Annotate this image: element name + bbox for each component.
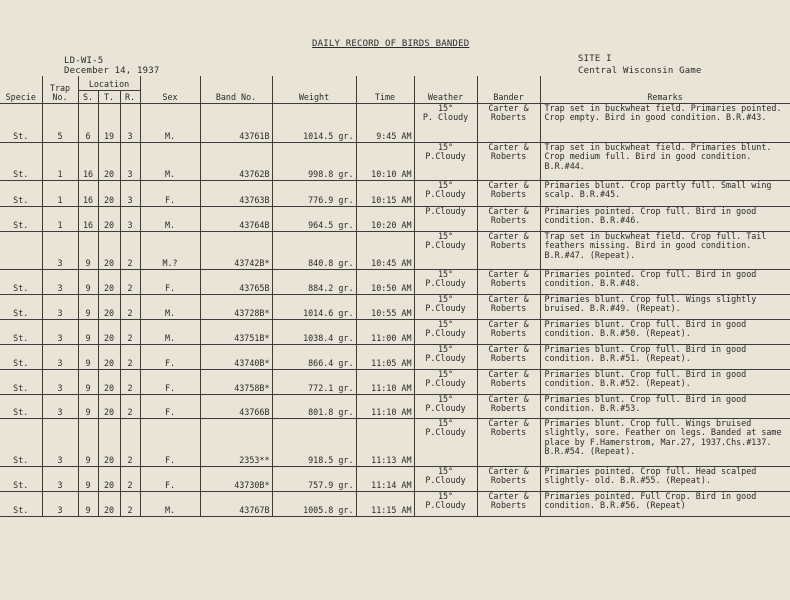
bander-name: Carter &: [488, 269, 529, 279]
cell-species: St.: [0, 344, 42, 369]
cell-remarks: Primaries blunt. Crop full. Bird in good condition. B.R.#50. (Repeat).: [540, 319, 790, 344]
cell-r: 2: [120, 491, 140, 516]
cell-band: 43761B: [200, 103, 272, 142]
cell-weather: [414, 142, 477, 180]
table-body: [0, 103, 790, 516]
cell-trap: 3: [42, 466, 78, 491]
weather-temp: 15°: [437, 466, 454, 476]
cell-trap: 3: [42, 418, 78, 466]
table-row: [0, 206, 790, 231]
cell-band: 43751B*: [200, 319, 272, 344]
cell-r: 3: [120, 103, 140, 142]
weather-cond: P.Cloudy: [425, 206, 466, 216]
table-row: [0, 466, 790, 491]
cell-sex: M.?: [140, 231, 200, 269]
bander-name: Roberts: [490, 427, 527, 437]
cell-s: 9: [78, 491, 98, 516]
cell-band: 43742B*: [200, 231, 272, 269]
cell-species: [0, 231, 42, 269]
col-sex: Sex: [140, 76, 200, 103]
cell-weight: 1005.8 gr.: [272, 491, 356, 516]
cell-trap: 3: [42, 394, 78, 418]
weather-cond: P. Cloudy: [422, 112, 469, 122]
weather-temp: 15°: [437, 103, 454, 113]
table-row: [0, 180, 790, 206]
weather-cond: P.Cloudy: [425, 303, 466, 313]
cell-band: 43763B: [200, 180, 272, 206]
cell-time: 11:10 AM: [356, 369, 414, 394]
weather-temp: 15°: [437, 491, 454, 501]
cell-species: St.: [0, 394, 42, 418]
cell-weather: [414, 491, 477, 516]
cell-t: 20: [98, 319, 120, 344]
col-band: Band No.: [200, 76, 272, 103]
bander-name: Carter &: [488, 142, 529, 152]
page-title: DAILY RECORD OF BIRDS BANDED: [312, 39, 470, 49]
cell-s: 9: [78, 394, 98, 418]
cell-t: 20: [98, 142, 120, 180]
weather-temp: 15°: [437, 231, 454, 241]
weather-cond: P.Cloudy: [425, 427, 466, 437]
bander-name: Carter &: [488, 394, 529, 404]
cell-sex: F.: [140, 369, 200, 394]
bander-name: Carter &: [488, 294, 529, 304]
cell-bander: [477, 103, 540, 142]
bander-name: Carter &: [488, 206, 529, 216]
cell-band: 2353**: [200, 418, 272, 466]
cell-bander: [477, 142, 540, 180]
cell-species: St.: [0, 319, 42, 344]
table-row: [0, 231, 790, 269]
cell-bander: [477, 319, 540, 344]
cell-bander: [477, 394, 540, 418]
bander-name: Roberts: [490, 215, 527, 225]
cell-s: 9: [78, 294, 98, 319]
cell-remarks: Primaries pointed. Crop full. Bird in good condition. B.R.#48.: [540, 269, 790, 294]
cell-sex: F.: [140, 180, 200, 206]
weather-temp: 15°: [437, 394, 454, 404]
bander-name: Roberts: [490, 378, 527, 388]
cell-remarks: Primaries blunt. Crop full. Bird in good condition. B.R.#51. (Repeat).: [540, 344, 790, 369]
cell-species: St.: [0, 418, 42, 466]
cell-weather: [414, 269, 477, 294]
cell-r: 3: [120, 206, 140, 231]
cell-bander: [477, 418, 540, 466]
cell-weather: [414, 180, 477, 206]
col-bander: Bander: [477, 76, 540, 103]
site-area: Central Wisconsin Game: [578, 66, 702, 76]
table-row: [0, 294, 790, 319]
cell-t: 20: [98, 418, 120, 466]
site-label: SITE I: [578, 54, 612, 64]
cell-weight: 1014.5 gr.: [272, 103, 356, 142]
cell-trap: 1: [42, 142, 78, 180]
cell-s: 9: [78, 466, 98, 491]
col-location: Location: [78, 76, 140, 90]
cell-band: 43765B: [200, 269, 272, 294]
cell-trap: 3: [42, 319, 78, 344]
cell-remarks: Primaries blunt. Crop full. Bird in good condition. B.R.#53.: [540, 394, 790, 418]
cell-sex: F.: [140, 269, 200, 294]
bander-name: Roberts: [490, 475, 527, 485]
cell-weather: [414, 103, 477, 142]
col-weight: Weight: [272, 76, 356, 103]
cell-t: 20: [98, 231, 120, 269]
cell-bander: [477, 180, 540, 206]
cell-r: 2: [120, 418, 140, 466]
col-trap: Trap No.: [42, 76, 78, 103]
table-row: [0, 319, 790, 344]
cell-weight: 918.5 gr.: [272, 418, 356, 466]
bander-name: Carter &: [488, 344, 529, 354]
cell-time: 11:15 AM: [356, 491, 414, 516]
table-row: [0, 369, 790, 394]
bander-name: Roberts: [490, 240, 527, 250]
cell-weight: 801.8 gr.: [272, 394, 356, 418]
weather-temp: 15°: [437, 369, 454, 379]
cell-r: 2: [120, 369, 140, 394]
cell-weight: 776.9 gr.: [272, 180, 356, 206]
bander-name: Roberts: [490, 151, 527, 161]
cell-sex: M.: [140, 142, 200, 180]
cell-band: 43764B: [200, 206, 272, 231]
cell-r: 2: [120, 319, 140, 344]
cell-time: 10:15 AM: [356, 180, 414, 206]
bander-name: Roberts: [490, 112, 527, 122]
cell-remarks: Primaries pointed. Full Crop. Bird in good condition. B.R.#56. (Repeat): [540, 491, 790, 516]
cell-bander: [477, 206, 540, 231]
weather-temp: 15°: [437, 319, 454, 329]
cell-weight: 757.9 gr.: [272, 466, 356, 491]
cell-remarks: Primaries blunt. Crop full. Wings slightly bruised. B.R.#49. (Repeat).: [540, 294, 790, 319]
cell-time: 10:55 AM: [356, 294, 414, 319]
cell-weather: [414, 319, 477, 344]
weather-temp: 15°: [437, 142, 454, 152]
record-code: LD-WI-5: [64, 56, 104, 66]
cell-t: 20: [98, 206, 120, 231]
cell-remarks: Primaries blunt. Crop full. Bird in good condition. B.R.#52. (Repeat).: [540, 369, 790, 394]
col-species: Specie: [0, 76, 42, 103]
cell-time: 11:05 AM: [356, 344, 414, 369]
cell-r: 2: [120, 231, 140, 269]
cell-species: St.: [0, 369, 42, 394]
table-row: [0, 394, 790, 418]
weather-cond: P.Cloudy: [425, 475, 466, 485]
cell-s: 16: [78, 206, 98, 231]
cell-weather: [414, 294, 477, 319]
cell-species: St.: [0, 466, 42, 491]
cell-t: 20: [98, 180, 120, 206]
bander-name: Roberts: [490, 403, 527, 413]
cell-t: 20: [98, 491, 120, 516]
cell-band: 43730B*: [200, 466, 272, 491]
cell-sex: M.: [140, 103, 200, 142]
col-loc-t: T.: [98, 90, 120, 103]
cell-weight: 998.8 gr.: [272, 142, 356, 180]
weather-temp: 15°: [437, 418, 454, 428]
cell-remarks: Primaries pointed. Crop full. Head scalped slightly- old. B.R.#55. (Repeat).: [540, 466, 790, 491]
cell-weight: 1014.6 gr.: [272, 294, 356, 319]
cell-time: 11:10 AM: [356, 394, 414, 418]
cell-weather: [414, 466, 477, 491]
cell-t: 20: [98, 344, 120, 369]
cell-weather: [414, 394, 477, 418]
cell-time: 10:45 AM: [356, 231, 414, 269]
cell-trap: 3: [42, 294, 78, 319]
cell-bander: [477, 294, 540, 319]
cell-sex: F.: [140, 466, 200, 491]
cell-weather: [414, 369, 477, 394]
bander-name: Roberts: [490, 278, 527, 288]
cell-band: 43762B: [200, 142, 272, 180]
cell-weight: 772.1 gr.: [272, 369, 356, 394]
cell-sex: F.: [140, 344, 200, 369]
cell-species: St.: [0, 103, 42, 142]
cell-remarks: Trap set in buckwheat field. Primaries pointed. Crop empty. Bird in good condition. B.R.#43.: [540, 103, 790, 142]
cell-remarks: Primaries pointed. Crop full. Bird in good condition. B.R.#46.: [540, 206, 790, 231]
cell-weather: [414, 418, 477, 466]
cell-time: 10:20 AM: [356, 206, 414, 231]
cell-t: 20: [98, 369, 120, 394]
cell-r: 2: [120, 344, 140, 369]
cell-trap: 3: [42, 231, 78, 269]
bander-name: Carter &: [488, 103, 529, 113]
cell-trap: 3: [42, 269, 78, 294]
cell-bander: [477, 369, 540, 394]
cell-band: 43740B*: [200, 344, 272, 369]
cell-time: 11:00 AM: [356, 319, 414, 344]
cell-bander: [477, 491, 540, 516]
cell-s: 9: [78, 344, 98, 369]
record-date: December 14, 1937: [64, 66, 160, 76]
weather-cond: P.Cloudy: [425, 378, 466, 388]
cell-r: 2: [120, 466, 140, 491]
cell-bander: [477, 231, 540, 269]
cell-band: 43758B*: [200, 369, 272, 394]
bander-name: Roberts: [490, 500, 527, 510]
weather-cond: P.Cloudy: [425, 240, 466, 250]
table-row: [0, 344, 790, 369]
cell-bander: [477, 466, 540, 491]
cell-s: 9: [78, 369, 98, 394]
cell-sex: M.: [140, 294, 200, 319]
cell-remarks: Trap set in buckwheat field. Primaries blunt. Crop medium full. Bird in good condition. B.R.#44.: [540, 142, 790, 180]
cell-sex: M.: [140, 206, 200, 231]
bander-name: Carter &: [488, 491, 529, 501]
bander-name: Roberts: [490, 353, 527, 363]
cell-s: 9: [78, 269, 98, 294]
col-time: Time: [356, 76, 414, 103]
bander-name: Roberts: [490, 328, 527, 338]
cell-r: 2: [120, 294, 140, 319]
cell-band: 43767B: [200, 491, 272, 516]
cell-species: St.: [0, 491, 42, 516]
bander-name: Carter &: [488, 369, 529, 379]
cell-species: St.: [0, 294, 42, 319]
col-weather: Weather: [414, 76, 477, 103]
col-remarks: Remarks: [540, 76, 790, 103]
cell-weight: 840.8 gr.: [272, 231, 356, 269]
cell-s: 9: [78, 231, 98, 269]
cell-species: St.: [0, 180, 42, 206]
table-row: [0, 491, 790, 516]
cell-t: 20: [98, 394, 120, 418]
cell-weight: 964.5 gr.: [272, 206, 356, 231]
cell-t: 20: [98, 294, 120, 319]
cell-band: 43766B: [200, 394, 272, 418]
cell-species: St.: [0, 206, 42, 231]
cell-trap: 3: [42, 344, 78, 369]
cell-t: 20: [98, 466, 120, 491]
cell-trap: 1: [42, 206, 78, 231]
weather-cond: P.Cloudy: [425, 278, 466, 288]
table-row: [0, 269, 790, 294]
weather-cond: P.Cloudy: [425, 353, 466, 363]
cell-species: St.: [0, 269, 42, 294]
bander-name: Carter &: [488, 466, 529, 476]
cell-sex: M.: [140, 319, 200, 344]
table-row: [0, 142, 790, 180]
cell-weight: 884.2 gr.: [272, 269, 356, 294]
weather-cond: P.Cloudy: [425, 189, 466, 199]
cell-r: 3: [120, 142, 140, 180]
cell-remarks: Primaries blunt. Crop partly full. Small wing scalp. B.R.#45.: [540, 180, 790, 206]
table-row: [0, 418, 790, 466]
weather-temp: 15°: [437, 269, 454, 279]
cell-time: 10:10 AM: [356, 142, 414, 180]
cell-trap: 5: [42, 103, 78, 142]
cell-time: 11:13 AM: [356, 418, 414, 466]
cell-time: 9:45 AM: [356, 103, 414, 142]
bander-name: Carter &: [488, 180, 529, 190]
col-loc-s: S.: [78, 90, 98, 103]
cell-remarks: Primaries blunt. Crop full. Wings bruised slightly, sore. Feather on legs. Banded at same place by F.Hamerstrom, Mar.27, 1937.Chs.#137. B.R.#54. (Repeat).: [540, 418, 790, 466]
weather-cond: P.Cloudy: [425, 403, 466, 413]
cell-bander: [477, 344, 540, 369]
table-row: [0, 103, 790, 142]
weather-cond: P.Cloudy: [425, 500, 466, 510]
cell-weather: [414, 206, 477, 231]
bander-name: Roberts: [490, 303, 527, 313]
cell-time: 10:50 AM: [356, 269, 414, 294]
bander-name: Carter &: [488, 319, 529, 329]
cell-sex: F.: [140, 418, 200, 466]
cell-trap: 3: [42, 369, 78, 394]
cell-r: 3: [120, 180, 140, 206]
cell-species: St.: [0, 142, 42, 180]
cell-r: 2: [120, 269, 140, 294]
cell-s: 9: [78, 319, 98, 344]
bander-name: Roberts: [490, 189, 527, 199]
cell-r: 2: [120, 394, 140, 418]
cell-t: 19: [98, 103, 120, 142]
bander-name: Carter &: [488, 231, 529, 241]
cell-weight: 866.4 gr.: [272, 344, 356, 369]
cell-s: 16: [78, 180, 98, 206]
cell-weight: 1038.4 gr.: [272, 319, 356, 344]
cell-t: 20: [98, 269, 120, 294]
cell-sex: M.: [140, 491, 200, 516]
cell-time: 11:14 AM: [356, 466, 414, 491]
cell-trap: 1: [42, 180, 78, 206]
banding-table: [0, 76, 790, 517]
cell-remarks: Trap set in buckwheat field. Crop full. Tail feathers missing. Bird in good condition. B.R.#47. (Repeat).: [540, 231, 790, 269]
col-loc-r: R.: [120, 90, 140, 103]
cell-weather: [414, 344, 477, 369]
cell-band: 43728B*: [200, 294, 272, 319]
cell-trap: 3: [42, 491, 78, 516]
cell-bander: [477, 269, 540, 294]
weather-temp: 15°: [437, 294, 454, 304]
weather-temp: 15°: [437, 180, 454, 190]
bander-name: Carter &: [488, 418, 529, 428]
cell-s: 16: [78, 142, 98, 180]
cell-s: 9: [78, 418, 98, 466]
cell-weather: [414, 231, 477, 269]
cell-sex: F.: [140, 394, 200, 418]
weather-cond: P.Cloudy: [425, 151, 466, 161]
weather-temp: 15°: [437, 344, 454, 354]
weather-cond: P.Cloudy: [425, 328, 466, 338]
cell-s: 6: [78, 103, 98, 142]
